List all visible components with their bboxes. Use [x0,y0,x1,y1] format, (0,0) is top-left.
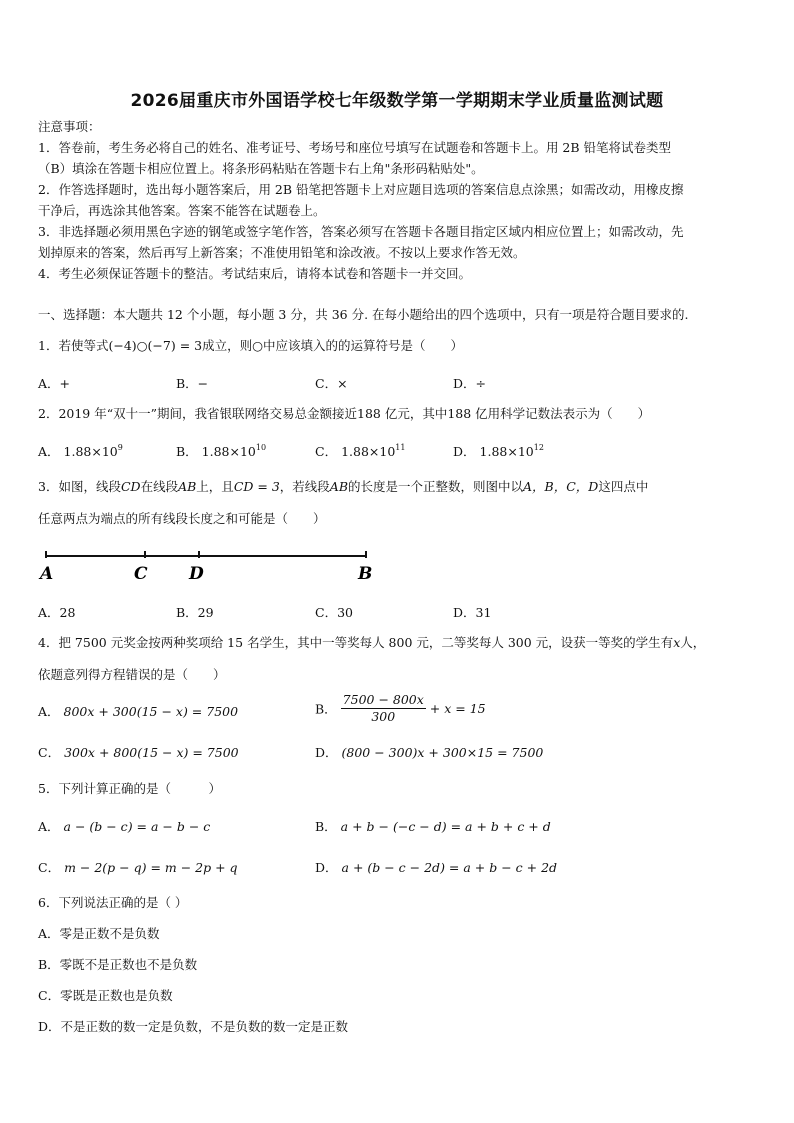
q5-a-eq: a − (b − c) = a − b − c [63,819,211,834]
q4-b-denominator: 300 [371,709,396,724]
q4-c-label: C． [38,745,61,760]
q1-pre: 若使等式 [58,338,109,353]
q5-d-label: D． [315,860,338,875]
q2-c-exp: 11 [395,443,406,452]
q4-b-numerator: 7500 − 800x [342,692,424,707]
notice-line-1: 1．答卷前，考生务必将自己的姓名、准考证号、考场号和座位号填写在试题卷和答题卡上。用 2B 铅笔将试卷类型 [38,140,672,155]
q4-a-eq: 800x + 300(15 − x) = 7500 [63,704,239,719]
question-2: 2．2019 年“双十一”期间，我省银联网络交易总金额接近188 亿元，其中188 亿用科学记数法表示为（ ） [38,406,651,421]
q4-c-eq: 300x + 800(15 − x) = 7500 [64,745,239,760]
q2-b-label: B． [176,444,198,459]
q3-text-d: ，若线段 [279,479,330,494]
question-3-line-1 [38,478,648,496]
q3-text-c: 上，且 [196,479,234,494]
q4-text-b: 人， [680,635,706,650]
q2-option-c[interactable] [315,442,405,460]
question-4-line-1 [38,634,705,652]
q3-cd-eq: CD = 3 [233,479,280,494]
q5-a-label: A． [38,819,60,834]
q4-option-a[interactable] [38,702,238,720]
notice-line-3: 2．作答选择题时，选出每小题答案后，用 2B 铅笔把答题卡上对应题目选项的答案信息点涂黑；如需改动，用橡皮擦 [38,182,684,197]
q2-b-base: 1.88×10 [201,444,256,459]
q1-option-b[interactable]: B．− [176,376,209,391]
notice-line-4: 干净后，再选涂其他答案。答案不能答在试题卷上。 [38,203,326,218]
q3-cd: CD [120,479,141,494]
q5-c-label: C． [38,860,61,875]
q6-option-c[interactable]: C．零既是正数也是负数 [38,988,173,1003]
question-3-line-2: 任意两点为端点的所有线段长度之和可能是（ ） [38,511,326,526]
q3-option-b[interactable]: B．29 [176,605,214,620]
notice-line-6: 划掉原来的答案，然后再写上新答案；不准使用铅笔和涂改液。不按以上要求作答无效。 [38,245,526,260]
notice-heading: 注意事项： [38,119,101,134]
q4-var: x [673,635,681,650]
q4-option-d[interactable] [315,743,543,761]
q3-points: A，B，C，D [523,479,599,494]
q6-option-b[interactable]: B．零既不是正数也不是负数 [38,957,198,972]
q2-c-base: 1.88×10 [341,444,396,459]
question-1 [38,337,463,355]
q2-c-label: C． [315,444,338,459]
q3-text-b: 在线段 [140,479,179,494]
label-a: A [40,564,54,584]
q3-ab: AB [178,479,197,494]
q4-text-a: 4．把 7500 元奖金按两种奖项给 15 名学生，其中一等奖每人 800 元，二等奖每人 300 元，设获一等奖的学生有 [38,635,674,650]
segment-figure [36,546,381,586]
q3-option-c[interactable]: C．30 [315,605,353,620]
q5-b-eq: a + b − (−c − d) = a + b + c + d [340,819,551,834]
q4-b-rest: + x = 15 [429,701,486,716]
q5-d-eq: a + (b − c − 2d) = a + b − c + 2d [341,860,558,875]
q3-ab-2: AB [329,479,349,494]
q2-a-base: 1.88×10 [63,444,118,459]
q1-num: 1． [38,338,59,353]
q6-option-d[interactable]: D．不是正数的数一定是负数，不是负数的数一定是正数 [38,1019,349,1034]
question-5: 5．下列计算正确的是（ ） [38,781,221,796]
question-4-line-2: 依题意列得方程错误的是（ ） [38,667,226,682]
q5-option-d[interactable] [315,858,557,876]
question-6: 6．下列说法正确的是（ ） [38,895,188,910]
q5-c-eq: m − 2(p − q) = m − 2p + q [64,860,238,875]
q2-d-label: D． [453,444,476,459]
label-b: B [358,564,373,584]
q4-b-fraction [341,692,426,725]
q4-a-label: A． [38,704,60,719]
q5-option-b[interactable] [315,817,551,835]
q1-option-c[interactable]: C．× [315,376,348,391]
notice-line-5: 3．非选择题必须用黑色字迹的钢笔或签字笔作答，答案必须写在答题卡各题目指定区域内相应位置上；如需改动，先 [38,224,684,239]
q2-option-a[interactable] [38,442,123,460]
q4-d-eq: (800 − 300)x + 300×15 = 7500 [341,745,544,760]
q3-text-e: 的长度是一个正整数，则图中以 [348,479,524,494]
q4-b-label: B． [315,701,337,717]
q1-post: 成立，则○中应该填入的的运算符号是（ ） [202,338,464,353]
q2-b-exp: 10 [255,443,267,452]
q5-option-a[interactable] [38,817,210,835]
q2-option-b[interactable] [176,442,266,460]
q2-d-exp: 12 [533,443,544,452]
section-1-heading: 一、选择题：本大题共 12 个小题，每小题 3 分，共 36 分. 在每小题给出的四个选项中，只有一项是符合题目要求的. [38,307,689,322]
q2-a-exp: 9 [117,443,123,452]
label-c: C [134,564,148,584]
q3-option-d[interactable]: D．31 [453,605,492,620]
q1-expr: (−4)○(−7) = 3 [108,338,203,353]
q5-b-label: B． [315,819,337,834]
q2-option-d[interactable] [453,442,544,460]
q3-option-a[interactable]: A．28 [38,605,76,620]
notice-line-7: 4．考生必须保证答题卡的整洁。考试结束后，请将本试卷和答题卡一并交回。 [38,266,471,281]
label-d: D [189,564,204,584]
q3-text-f: 这四点中 [598,479,649,494]
q2-d-base: 1.88×10 [479,444,534,459]
q4-d-label: D． [315,745,338,760]
q4-option-c[interactable] [38,743,239,761]
q3-text-a: 3．如图，线段 [38,479,121,494]
notice-line-2: （B）填涂在答题卡相应位置上。将条形码粘贴在答题卡右上角"条形码粘贴处"。 [38,161,484,176]
q4-option-b[interactable] [315,692,486,725]
q1-option-d[interactable]: D．÷ [453,376,486,391]
q5-option-c[interactable] [38,858,238,876]
exam-title: 2026届重庆市外国语学校七年级数学第一学期期末学业质量监测试题 [130,91,664,111]
q2-a-label: A． [38,444,60,459]
q6-option-a[interactable]: A．零是正数不是负数 [38,926,160,941]
q1-option-a[interactable]: A．+ [38,376,71,391]
